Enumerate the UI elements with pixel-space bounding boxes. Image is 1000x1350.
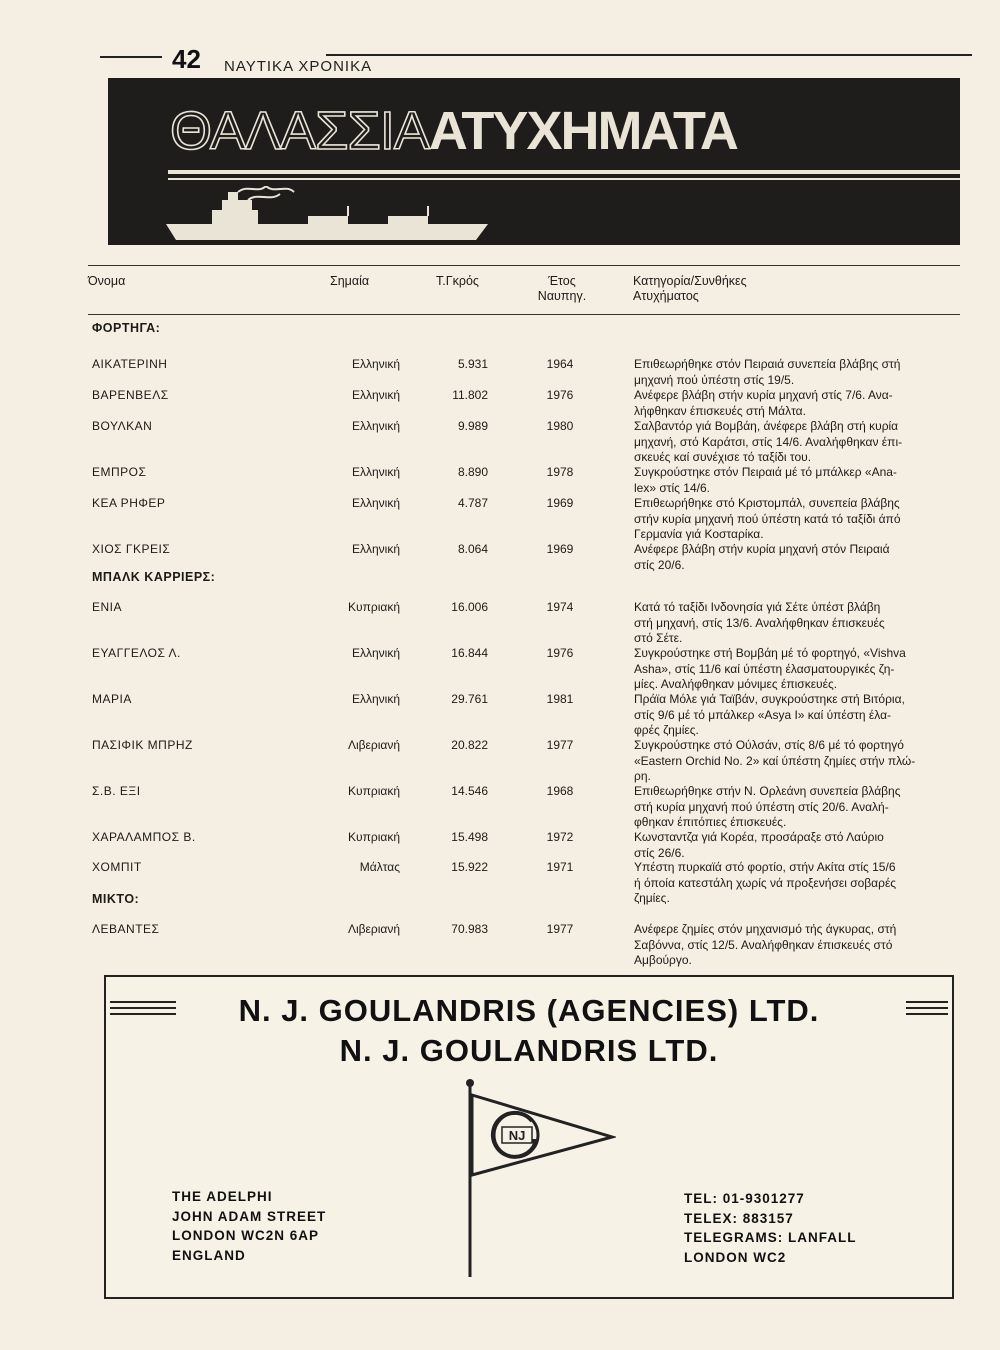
description-line: ζημίες. [634,891,670,905]
incident-description [634,388,956,419]
description-line: φρές ζημίες. [634,723,699,737]
ship-build-year: 1974 [546,600,574,614]
ship-name: ΛΕΒΑΝΤΕΣ [92,922,160,936]
description-line: Γερμανία γιά Κοσταρίκα. [634,527,764,541]
description-line: σκευές καί συνέχισε τό ταξίδι του. [634,450,812,464]
ship-build-year: 1972 [546,830,574,844]
description-line: Ανέφερε βλάβη στήν κυρία μηχανή στίς 7/6. Ανα- [634,388,893,402]
address-line: JOHN ADAM STREET [172,1208,327,1224]
incident-description [634,784,956,831]
description-line: Σαλβαντόρ γιά Βομβάη, άνέφερε βλάβη στή κυρία [634,419,899,433]
ship-build-year: 1969 [546,496,574,510]
section-banner [108,78,960,245]
pennant-logo [446,1079,616,1279]
category-cargo: ΦΟΡΤΗΓΑ: [92,321,161,335]
ship-flag: Ελληνική [351,646,400,660]
ship-gross-tonnage: 9.989 [457,419,488,433]
ship-flag: Λιβεριανή [347,922,400,936]
incident-description [634,646,956,693]
banner-stripe [168,170,960,174]
description-line: Αμβούργο. [634,953,692,967]
table-header [88,265,960,315]
category-mixed: ΜΙΚΤΟ: [92,892,140,906]
ship-flag: Κυπριακή [348,600,400,614]
running-header [100,44,972,74]
ship-build-year: 1977 [546,922,574,936]
incident-description [634,922,956,969]
ship-name: ΕΥΑΓΓΕΛΟΣ Λ. [92,646,181,660]
ship-gross-tonnage: 29.761 [451,692,488,706]
ship-gross-tonnage: 5.931 [457,357,488,371]
ship-flag: Λιβεριανή [347,738,400,752]
ship-flag: Ελληνική [351,465,400,479]
ad-company-name-secondary: N. J. GOULANDRIS LTD. [339,1033,719,1068]
description-line: μίες. Αναλήφθηκαν μόνιμες έπισκευές. [634,677,838,691]
ship-gross-tonnage: 15.498 [451,830,488,844]
ship-build-year: 1977 [546,738,574,752]
ship-flag: Ελληνική [351,692,400,706]
column-header-description [633,274,747,304]
ship-flag: Ελληνική [351,419,400,433]
description-line: Πράϊα Μόλε γιά Ταϊβάν, συγκρούστηκε στή Βιτόρια, [634,692,905,706]
ship-flag: Ελληνική [351,357,400,371]
description-line: Υπέστη πυρκαϊά στό φορτίο, στήν Ακίτα στίς 15/6 [634,860,896,874]
ship-name: ΧΙΟΣ ΓΚΡΕΙΣ [92,542,171,556]
column-header-description-line1: Κατηγορία/Συνθήκες [633,274,747,288]
contact-line: TELEX: 883157 [684,1210,794,1226]
ship-name: ΧΟΜΠΙΤ [92,860,142,874]
ship-gross-tonnage: 70.983 [451,922,488,936]
ship-name: ΧΑΡΑΛΑΜΠΟΣ Β. [92,830,196,844]
ship-build-year: 1976 [546,646,574,660]
description-line: ή όποία κατεστάλη χωρίς νά προξενήσει σοβαρές [634,875,897,890]
ship-flag: Κυπριακή [348,784,400,798]
banner-title-bold: ΑΤΥΧΗΜΑΤΑ [428,101,737,161]
ship-gross-tonnage: 14.546 [451,784,488,798]
description-line: Επιθεωρήθηκε στόν Πειραιά συνεπεία βλάβης στή [634,357,901,371]
description-line: «Eastern Orchid No. 2» καί ύπέστη ζημίες στήν πλώ- [634,753,916,768]
ship-flag: Ελληνική [351,496,400,510]
column-header-year-line2: Ναυπηγ. [537,289,587,303]
category-bulk-carriers: ΜΠΑΛΚ ΚΑΡΡΙΕΡΣ: [92,570,216,584]
banner-title [170,100,737,162]
description-line: στή μηχανή, στίς 13/6. Αναλήφθηκαν έπισκευές [634,615,885,630]
ship-gross-tonnage: 8.064 [457,542,488,556]
ship-build-year: 1976 [546,388,574,402]
ship-name: ΒΑΡΕΝΒΕΛΣ [92,388,169,402]
description-line: Σαβόννα, στίς 12/5. Αναλήφθηκαν έπισκευές στό [634,937,893,952]
incident-description [634,465,956,496]
ship-gross-tonnage: 11.802 [452,388,488,402]
ship-name: ΚΕΑ ΡΗΦΕΡ [92,496,166,510]
incident-description [634,830,956,861]
address-line: ENGLAND [172,1247,246,1263]
ship-gross-tonnage: 15.922 [451,860,488,874]
ship-flag: Ελληνική [351,388,400,402]
contact-line: TELEGRAMS: LANFALL [684,1230,857,1245]
advertisement [104,975,954,1299]
ad-address [172,1187,326,1265]
description-line: στήν κυρία μηχανή πού ύπέστη κατά τό ταξίδι άπό [634,511,901,526]
description-line: στό Σέτε. [634,631,683,645]
ship-gross-tonnage: 8.890 [457,465,488,479]
header-rule-left [100,56,162,58]
ad-company-name: N. J. GOULANDRIS (AGENCIES) LTD. [238,993,820,1028]
description-line: Επιθεωρήθηκε στό Κριστομπάλ, συνεπεία βλάβης [634,496,900,510]
ship-gross-tonnage: 4.787 [457,496,488,510]
column-header-year-line1: Έτος [548,274,576,288]
svg-text:NJ: NJ [508,1128,526,1143]
description-line: φθηκαν έπιτόπιες έπισκευές. [634,815,787,829]
address-line: LONDON WC2N 6AP [172,1228,320,1243]
ship-name: ΜΑΡΙΑ [92,692,132,706]
description-line: στίς 26/6. [634,845,685,860]
ship-build-year: 1978 [546,465,574,479]
incident-description [634,860,956,907]
banner-stripe-thin [168,178,960,180]
description-line: λήφθηκαν έπισκευές στή Μάλτα. [634,403,806,418]
description-line: Κατά τό ταξίδι Ινδονησία γιά Σέτε ύπέστ βλάβη [634,600,881,614]
ship-name: ΕΝΙΑ [92,600,123,614]
address-line: THE ADELPHI [172,1189,273,1204]
page-number: 42 [172,44,201,74]
description-line: lex» στίς 14/6. [634,480,710,495]
description-line: Κωνσταντζα γιά Κορέα, προσάραξε στό Λαύριο [634,830,884,844]
description-line: Συγκρούστηκε στό Ούλσάν, στίς 8/6 μέ τό φορτηγό [634,738,904,752]
ship-flag: Μάλτας [359,860,400,874]
magazine-title: ΝΑΥΤΙΚΑ ΧΡΟΝΙΚΑ [224,58,373,75]
ship-flag: Κυπριακή [348,830,400,844]
ship-name: Σ.Β. ΕΞΙ [92,784,141,798]
description-line: ρη. [634,769,651,783]
ad-contact [684,1189,857,1267]
description-line: Συγκρούστηκε στόν Πειραιά μέ τό μπάλκερ «Ana- [634,465,897,479]
incident-description [634,357,956,388]
ship-build-year: 1969 [546,542,574,556]
column-header-year [522,274,602,304]
description-line: Επιθεωρήθηκε στήν Ν. Ορλεάνη συνεπεία βλάβης [634,784,901,798]
column-header-gross-tonnage: Τ.Γκρός [436,274,479,288]
description-line: Ανέφερε ζημίες στόν μηχανισμό τής άγκυρας, στή [634,922,897,936]
banner-title-light: ΘΑΛΑΣΣΙΑ [170,101,429,161]
ship-build-year: 1964 [546,357,574,371]
description-line: στίς 20/6. [634,557,685,572]
ship-build-year: 1971 [546,860,574,874]
incident-description [634,419,956,466]
description-line: μηχανή, στό Καράτσι, στίς 14/6. Αναλήφθηκαν έπι- [634,434,903,449]
incident-description [634,738,956,785]
contact-line: LONDON WC2 [684,1249,787,1265]
ship-name: ΒΟΥΛΚΑΝ [92,419,153,433]
incident-description [634,600,956,647]
ship-name: ΕΜΠΡΟΣ [92,465,147,479]
description-line: Asha», στίς 11/6 καί ύπέστη έλασματουργικές ζη- [634,661,895,676]
ship-icon [158,186,498,244]
column-header-name: Όνομα [88,274,126,288]
ship-gross-tonnage: 16.844 [451,646,488,660]
description-line: στίς 9/6 μέ τό μπάλκερ «Asya I» καί ύπέστη έλα- [634,707,892,722]
column-header-description-line2: Ατυχήματος [633,289,699,303]
description-line: στή κυρία μηχανή πού ύπέστη στίς 20/6. Αναλή- [634,799,889,814]
header-rule-right [326,54,972,56]
incident-description [634,692,956,739]
ship-name: ΑΙΚΑΤΕΡΙΝΗ [92,357,168,371]
ship-build-year: 1968 [546,784,574,798]
column-header-flag: Σημαία [330,274,370,288]
ship-gross-tonnage: 20.822 [451,738,488,752]
ship-build-year: 1981 [546,692,574,706]
ship-gross-tonnage: 16.006 [451,600,488,614]
description-line: Ανέφερε βλάβη στήν κυρία μηχανή στόν Πειραιά [634,542,890,556]
ship-flag: Ελληνική [351,542,400,556]
incident-description [634,496,956,543]
ship-name: ΠΑΣΙΦΙΚ ΜΠΡΗΖ [92,738,193,752]
ship-build-year: 1980 [546,419,574,433]
description-line: Συγκρούστηκε στή Βομβάη μέ τό φορτηγό, «Vishva [634,646,906,660]
incident-description [634,542,956,573]
description-line: μηχανή πού ύπέστη στίς 19/5. [634,372,795,387]
contact-line: TEL: 01-9301277 [684,1191,805,1206]
